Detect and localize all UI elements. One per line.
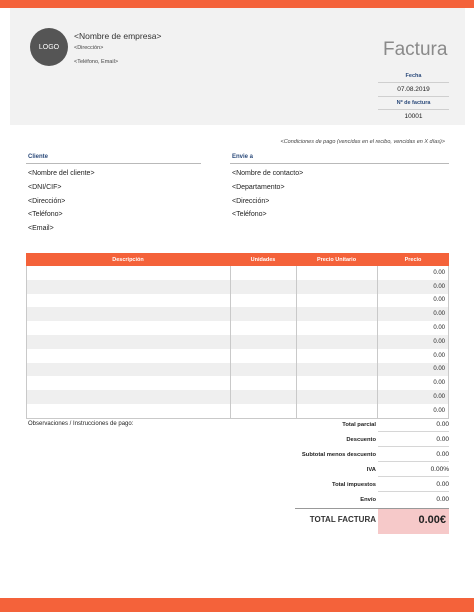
discount-value[interactable]: 0.00 <box>436 436 449 443</box>
column-header-units: Unidades <box>250 256 276 263</box>
subtotal-less-discount-label: Subtotal menos descuento <box>301 452 376 458</box>
subtotal-label: Total parcial <box>342 422 376 428</box>
divider <box>378 82 449 83</box>
price-cell: 0.00 <box>377 280 449 294</box>
company-phone: <Teléfono, Email> <box>74 59 119 65</box>
units-cell[interactable] <box>230 404 296 418</box>
price-cell: 0.00 <box>377 363 449 377</box>
subtotal-value: 0.00 <box>436 421 449 428</box>
contact-name: <Nombre de contacto> <box>232 170 304 177</box>
table-row <box>26 266 449 280</box>
description-cell[interactable] <box>26 266 230 280</box>
price-cell: 0.00 <box>377 321 449 335</box>
bottom-accent-bar <box>0 598 474 612</box>
company-address: <Dirección> <box>74 45 104 51</box>
units-cell[interactable] <box>230 321 296 335</box>
column-header-price: Precio <box>404 256 422 263</box>
client-email: <Email> <box>28 225 54 232</box>
client-phone: <Teléfono> <box>28 211 63 218</box>
description-cell[interactable] <box>26 294 230 308</box>
invoice-number-label: Nº de factura <box>396 100 431 106</box>
unit-price-cell[interactable] <box>296 335 377 349</box>
column-header-unit-price: Precio Unitario <box>316 256 357 263</box>
total-taxes-label: Total impuestos <box>331 482 376 488</box>
items-table-header <box>26 253 449 266</box>
description-cell[interactable] <box>26 321 230 335</box>
unit-price-cell[interactable] <box>296 363 377 377</box>
unit-price-cell[interactable] <box>296 404 377 418</box>
units-cell[interactable] <box>230 280 296 294</box>
unit-price-cell[interactable] <box>296 307 377 321</box>
invoice-header <box>10 8 465 125</box>
company-logo: LOGO <box>30 28 68 66</box>
description-cell[interactable] <box>26 390 230 404</box>
description-cell[interactable] <box>26 280 230 294</box>
ship-address: <Dirección> <box>232 198 270 205</box>
units-cell[interactable] <box>230 349 296 363</box>
price-cell: 0.00 <box>377 307 449 321</box>
divider <box>378 431 449 432</box>
invoice-title: Factura <box>383 39 448 60</box>
invoice-date: 07.08.2019 <box>397 86 430 93</box>
divider <box>378 461 449 462</box>
price-cell: 0.00 <box>377 335 449 349</box>
description-cell[interactable] <box>26 363 230 377</box>
vat-label: IVA <box>366 467 376 473</box>
divider <box>378 109 449 110</box>
description-cell[interactable] <box>26 376 230 390</box>
top-accent-bar <box>0 0 474 8</box>
price-cell: 0.00 <box>377 266 449 280</box>
unit-price-cell[interactable] <box>296 294 377 308</box>
discount-label: Descuento <box>346 437 376 443</box>
price-cell: 0.00 <box>377 349 449 363</box>
units-cell[interactable] <box>230 266 296 280</box>
ship-phone: <Teléfono> <box>232 211 267 218</box>
column-header-description: Descripción <box>112 256 144 263</box>
price-cell: 0.00 <box>377 294 449 308</box>
shipping-label: Envío <box>360 497 376 503</box>
table-row <box>26 363 449 377</box>
units-cell[interactable] <box>230 363 296 377</box>
unit-price-cell[interactable] <box>296 280 377 294</box>
divider <box>26 163 201 164</box>
table-row <box>26 307 449 321</box>
divider <box>230 163 449 164</box>
client-tax-id: <DNI/CIF> <box>28 184 62 191</box>
description-cell[interactable] <box>26 404 230 418</box>
shipping-value[interactable]: 0.00 <box>436 496 449 503</box>
client-name: <Nombre del cliente> <box>28 170 95 177</box>
payment-terms: <Condiciones de pago (vencidas en el recibo, vencidas en X días)> <box>280 139 445 145</box>
subtotal-less-discount-value: 0.00 <box>436 451 449 458</box>
units-cell[interactable] <box>230 390 296 404</box>
unit-price-cell[interactable] <box>296 349 377 363</box>
payment-notes-label: Observaciones / Instrucciones de pago: <box>28 421 134 427</box>
divider <box>378 491 449 492</box>
table-row <box>26 376 449 390</box>
client-address: <Dirección> <box>28 198 66 205</box>
divider <box>378 96 449 97</box>
total-taxes-value: 0.00 <box>436 481 449 488</box>
unit-price-cell[interactable] <box>296 390 377 404</box>
client-heading: Cliente <box>28 154 49 160</box>
grand-total-value: 0.00€ <box>418 514 446 526</box>
grand-total-label: TOTAL FACTURA <box>309 515 376 524</box>
description-cell[interactable] <box>26 335 230 349</box>
vat-value[interactable]: 0.00% <box>430 466 449 473</box>
unit-price-cell[interactable] <box>296 376 377 390</box>
table-row <box>26 321 449 335</box>
price-cell: 0.00 <box>377 404 449 418</box>
table-row <box>26 349 449 363</box>
ship-to-heading: Envie a <box>232 154 254 160</box>
company-name: <Nombre de empresa> <box>74 31 162 41</box>
units-cell[interactable] <box>230 294 296 308</box>
unit-price-cell[interactable] <box>296 266 377 280</box>
price-cell: 0.00 <box>377 390 449 404</box>
description-cell[interactable] <box>26 307 230 321</box>
description-cell[interactable] <box>26 349 230 363</box>
department: <Departamento> <box>232 184 285 191</box>
items-table <box>26 253 449 419</box>
invoice-number: 10001 <box>404 113 423 120</box>
table-row <box>26 294 449 308</box>
divider <box>378 476 449 477</box>
table-row <box>26 335 449 349</box>
divider <box>378 446 449 447</box>
price-cell: 0.00 <box>377 376 449 390</box>
unit-price-cell[interactable] <box>296 321 377 335</box>
date-label: Fecha <box>405 73 422 79</box>
units-cell[interactable] <box>230 376 296 390</box>
units-cell[interactable] <box>230 307 296 321</box>
units-cell[interactable] <box>230 335 296 349</box>
table-row <box>26 280 449 294</box>
table-row <box>26 404 449 418</box>
table-row <box>26 390 449 404</box>
